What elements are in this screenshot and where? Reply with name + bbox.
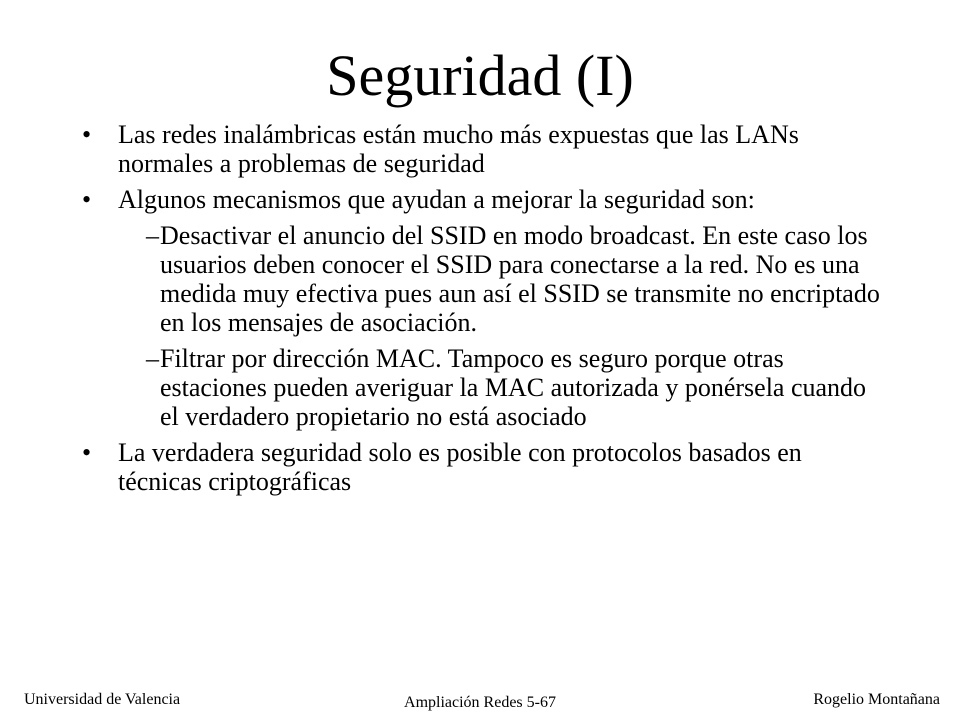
sub-bullet-list — [80, 221, 880, 431]
sub-list-container — [80, 221, 880, 431]
bullet-marker: • — [82, 438, 92, 467]
bullet-item-3 — [80, 438, 880, 496]
bullet-item-1 — [80, 120, 880, 178]
footer-author: Rogelio Montañana — [813, 691, 940, 708]
sub-bullet-text: Desactivar el anuncio del SSID en modo broadcast. En este caso los usuarios deben conocer el SSID para conectarse a la red. No es una medida muy efectiva pues aun así el SSID se transmite no encriptado en los mensajes de asociación. — [160, 221, 880, 337]
footer-course-page: Ampliación Redes 5-67 — [404, 694, 556, 711]
footer-university: Universidad de Valencia — [24, 691, 181, 708]
sub-bullet-marker: – — [146, 221, 159, 250]
bullet-marker: • — [82, 185, 92, 214]
sub-bullet-marker: – — [146, 344, 159, 373]
sub-bullet-item-2 — [80, 344, 880, 431]
bullet-item-2 — [80, 185, 880, 214]
bullet-list — [80, 120, 880, 503]
sub-bullet-text: Filtrar por dirección MAC. Tampoco es seguro porque otras estaciones pueden averiguar la MAC autorizada y ponérsela cuando el verdadero propietario no está asociado — [160, 344, 867, 431]
bullet-text: Algunos mecanismos que ayudan a mejorar la seguridad son: — [118, 185, 755, 214]
slide-title: Seguridad (I) — [326, 43, 634, 108]
bullet-text: La verdadera seguridad solo es posible con protocolos basados en técnicas criptográficas — [118, 438, 802, 496]
sub-bullet-item-1 — [80, 221, 880, 337]
bullet-text: Las redes inalámbricas están mucho más expuestas que las LANs normales a problemas de seguridad — [118, 120, 799, 178]
bullet-marker: • — [82, 120, 92, 149]
